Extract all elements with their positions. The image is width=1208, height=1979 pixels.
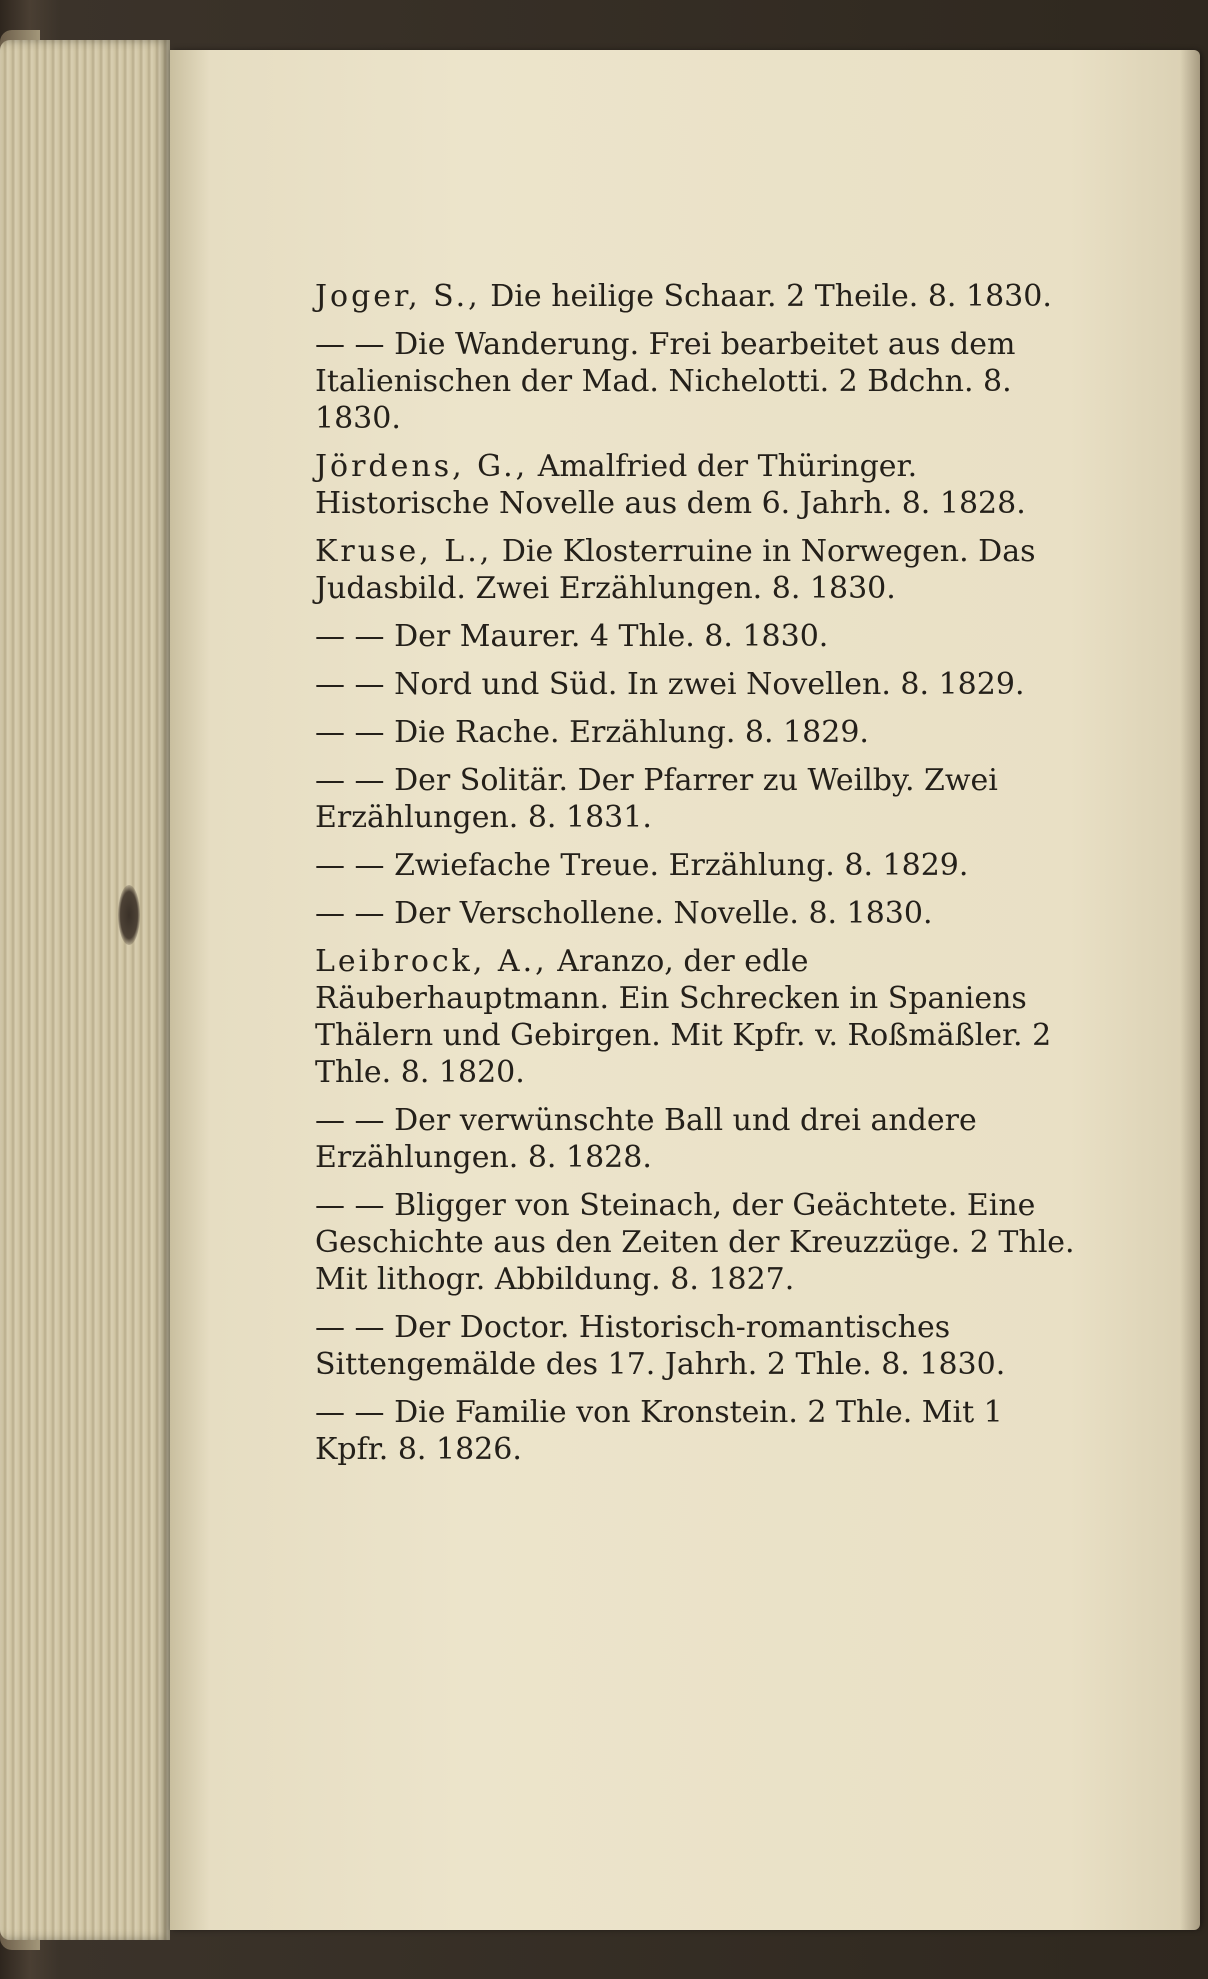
entry-text: Die Rache. Erzählung. 8. 1829. (384, 715, 869, 750)
entry-author: Joger, S., (315, 279, 481, 314)
catalog-entry (315, 666, 1085, 703)
entry-author: Kruse, L., (315, 534, 493, 569)
entry-author: — — (315, 327, 385, 362)
entry-author: — — (315, 1310, 385, 1345)
entry-text: Die Klosterruine in Norwegen. Das Judasbild. Zwei Erzählungen. 8. 1830. (315, 534, 1036, 606)
entry-text: Der Solitär. Der Pfarrer zu Weilby. Zwei Erzählungen. 8. 1831. (315, 763, 998, 835)
entry-author: Jördens, G., (315, 449, 529, 484)
ink-stain (118, 885, 140, 945)
entry-text: Aranzo, der edle Räuberhauptmann. Ein Schrecken in Spaniens Thälern und Gebirgen. Mit Kpfr. v. Roßmäßler. 2 Thle. 8. 1820. (315, 944, 1052, 1090)
catalog-entry (315, 448, 1085, 522)
entry-author: — — (315, 1103, 385, 1138)
catalog-entry (315, 847, 1085, 884)
entry-text: Zwiefache Treue. Erzählung. 8. 1829. (384, 848, 969, 883)
entry-author: Leibrock, A., (315, 944, 548, 979)
catalog-entry (315, 326, 1085, 437)
catalog-entry (315, 533, 1085, 607)
page-shadow (1180, 50, 1200, 1930)
catalog-entry (315, 943, 1085, 1091)
catalog-entry (315, 895, 1085, 932)
entry-text: Der Doctor. Historisch-romantisches Sittengemälde des 17. Jahrh. 2 Thle. 8. 1830. (315, 1310, 1006, 1382)
catalog-entry (315, 1187, 1085, 1298)
entry-author: — — (315, 763, 385, 798)
catalog-entry (315, 1394, 1085, 1468)
entry-author: — — (315, 1395, 385, 1430)
catalog-list (315, 278, 1085, 1479)
catalog-entry (315, 618, 1085, 655)
entry-text: Amalfried der Thüringer. Historische Novelle aus dem 6. Jahrh. 8. 1828. (315, 449, 1026, 521)
entry-text: Der verwünschte Ball und drei andere Erzählungen. 8. 1828. (315, 1103, 977, 1175)
entry-text: Die Wanderung. Frei bearbeitet aus dem Italienischen der Mad. Nichelotti. 2 Bdchn. 8. 1830. (315, 327, 1016, 436)
entry-author: — — (315, 1188, 385, 1223)
catalog-entry (315, 1309, 1085, 1383)
entry-author: — — (315, 896, 385, 931)
entry-text: Der Maurer. 4 Thle. 8. 1830. (384, 619, 829, 654)
catalog-entry (315, 714, 1085, 751)
catalog-entry (315, 762, 1085, 836)
page-stack (0, 40, 170, 1940)
entry-author: — — (315, 848, 385, 883)
catalog-entry (315, 278, 1085, 315)
entry-author: — — (315, 619, 385, 654)
entry-text: Nord und Süd. In zwei Novellen. 8. 1829. (384, 667, 1025, 702)
entry-text: Die heilige Schaar. 2 Theile. 8. 1830. (480, 279, 1052, 314)
entry-author: — — (315, 715, 385, 750)
entry-text: Der Verschollene. Novelle. 8. 1830. (384, 896, 933, 931)
catalog-entry (315, 1102, 1085, 1176)
entry-text: Bligger von Steinach, der Geächtete. Eine Geschichte aus den Zeiten der Kreuzzüge. 2 Thle. Mit lithogr. Abbildung. 8. 1827. (315, 1188, 1075, 1297)
entry-author: — — (315, 667, 385, 702)
entry-text: Die Familie von Kronstein. 2 Thle. Mit 1 Kpfr. 8. 1826. (315, 1395, 1003, 1467)
